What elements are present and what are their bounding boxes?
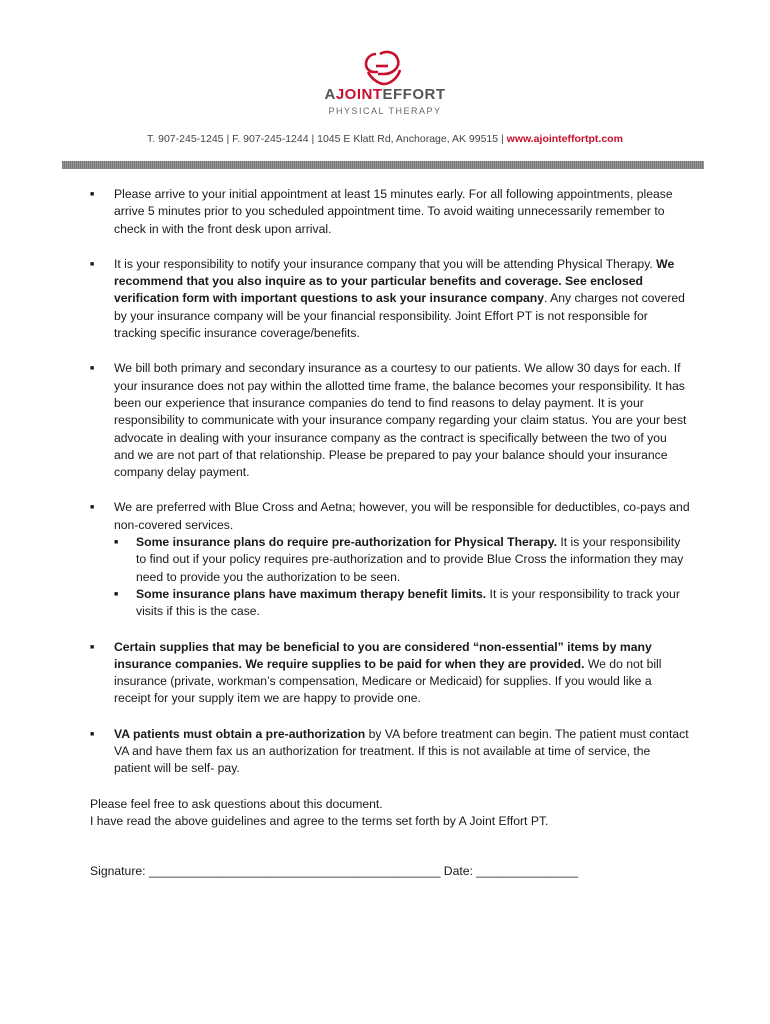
brand-effort: EFFORT: [382, 86, 446, 103]
bullet-insurance-notification: [90, 256, 690, 342]
square-bullet-icon: ■: [90, 643, 95, 651]
bullet-va-patients: [90, 726, 690, 778]
bullet-text: It is your responsibility to notify your insurance company that you will be attending Physical Therapy.: [114, 256, 657, 271]
bullet-text: We bill both primary and secondary insurance as a courtesy to our patients. We allow 30 days for each. If your insurance does not pay within the allotted time frame, the balance becomes your responsibility. It has been our experience that insurance companies do tend to find reasons to delay payment. It is your responsibility to communicate with your insurance company regarding your claim status. You are your best advocate in dealing with your insurance company as the contract is specifically between the two of you and we are not part of that relationship. Please be prepared to pay your balance should your insurance company delay payment.: [114, 361, 687, 480]
contact-line: [0, 133, 770, 145]
bullet-text: . Any charges not covered by your insurance company will be your financial responsibility. Joint Effort PT is not responsible for tracking specific insurance coverage/benefits.: [114, 291, 685, 341]
bullet-text: by VA before treatment can begin. The patient must contact VA and have them fax us an authorization for treatment. If this is not available at time of service, the patient will be self- pay.: [114, 726, 689, 776]
square-bullet-icon: ■: [90, 260, 95, 268]
square-bullet-icon: ■: [90, 504, 95, 512]
bullet-bold-text: Certain supplies that may be beneficial to you are considered “non-essential” items by many insurance companies. We require supplies to be paid for when they are provided.: [114, 639, 652, 671]
square-bullet-icon: ■: [90, 365, 95, 373]
sub-bullet-bold-text: Some insurance plans have maximum therapy benefit limits.: [136, 586, 487, 601]
signature-date-line[interactable]: Signature: ___________________________________________ Date: _______________: [90, 864, 578, 879]
closing-line-questions: Please feel free to ask questions about this document.: [90, 796, 383, 811]
bullet-supplies: [90, 639, 690, 708]
header-divider: [62, 161, 704, 169]
bullet-bold-text: We recommend that you also inquire as to your particular benefits and coverage. See enclosed verification form with important questions to ask your insurance company: [114, 256, 675, 306]
sub-bullet-pre-authorization: [114, 534, 690, 586]
bullet-text: Please arrive to your initial appointment at least 15 minutes early. For all following appointments, please arrive 5 minutes prior to you scheduled appointment time. To avoid waiting unnecessarily remember to check in with the front desk upon arrival.: [114, 187, 673, 236]
bullet-arrival: [90, 186, 690, 238]
square-bullet-icon: ■: [90, 191, 95, 198]
bullet-bold-text: VA patients must obtain a pre-authorization: [114, 726, 366, 741]
closing-line-agreement: I have read the above guidelines and agree to the terms set forth by A Joint Effort PT.: [90, 813, 549, 828]
sub-bullet-benefit-limits: [114, 586, 690, 621]
closing-statement: [90, 796, 690, 831]
website-link[interactable]: www.ajointeffortpt.com: [506, 133, 623, 145]
square-bullet-icon: ■: [114, 590, 119, 598]
bullet-text: We do not bill insurance (private, workman’s compensation, Medicare or Medicaid) for supplies. If you would like a receipt for your supply item we are happy to provide one.: [114, 656, 662, 706]
contact-info: T. 907-245-1245 | F. 907-245-1244 | 1045 E Klatt Rd, Anchorage, AK 99515 |: [147, 133, 507, 145]
brand-a: A: [324, 86, 336, 103]
brand-name: [0, 86, 770, 103]
sub-bullet-text: It is your responsibility to track your visits if this is the case.: [136, 586, 680, 619]
bullet-preferred-providers: [90, 499, 690, 620]
square-bullet-icon: ■: [90, 730, 95, 738]
document-body: [90, 186, 690, 881]
letterhead: [0, 0, 770, 170]
brand-subtitle: PHYSICAL THERAPY: [328, 106, 442, 116]
bullet-billing: [90, 360, 690, 481]
sub-bullet-bold-text: Some insurance plans do require pre-authorization for Physical Therapy.: [136, 535, 558, 550]
joint-effort-logo-icon: [358, 48, 408, 86]
square-bullet-icon: ■: [114, 539, 119, 547]
brand-joint: JOINT: [335, 86, 383, 103]
bullet-text: We are preferred with Blue Cross and Aetna; however, you will be responsible for deductibles, co-pays and non-covered services.: [114, 500, 690, 532]
sub-bullet-text: It is your responsibility to find out if your policy requires pre-authorization and to provide Blue Cross the information they may need to provide you the authorization to be seen.: [136, 535, 684, 584]
